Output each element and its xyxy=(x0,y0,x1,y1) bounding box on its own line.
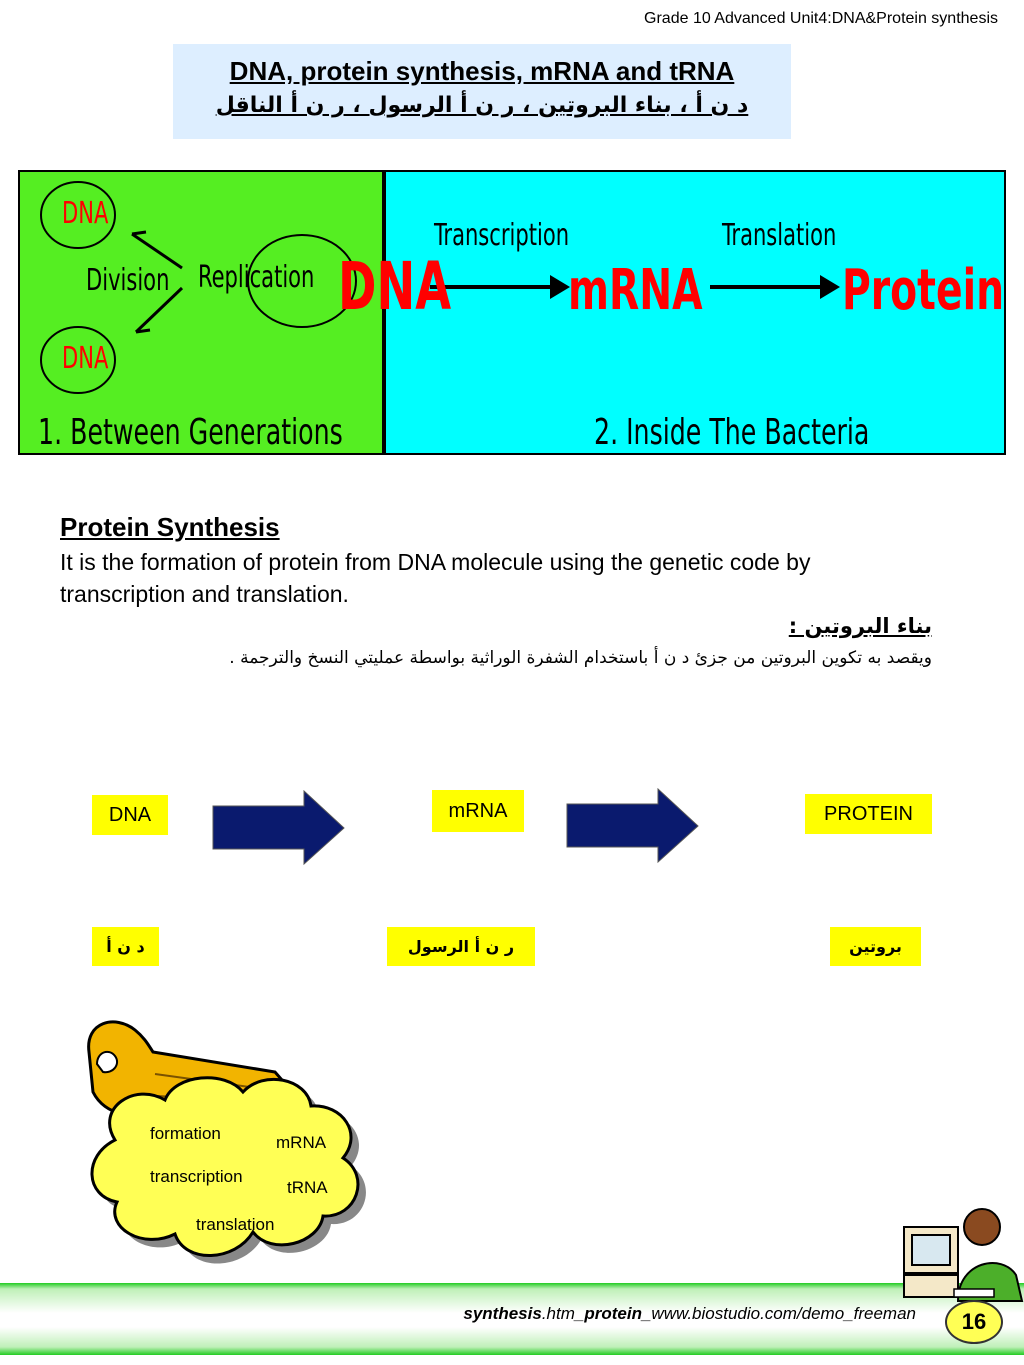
cloud-word: translation xyxy=(196,1215,275,1234)
footer-link[interactable] xyxy=(463,1304,916,1324)
division-label: Division xyxy=(86,263,170,298)
flow-dna-arabic: د ن أ xyxy=(92,927,159,966)
between-generations-panel xyxy=(20,172,386,453)
title-box xyxy=(173,44,791,139)
dna-label-top: DNA xyxy=(62,196,109,231)
section-heading: Protein Synthesis xyxy=(60,512,280,542)
flow-protein-label: PROTEIN xyxy=(805,794,932,834)
section-definition: It is the formation of protein from DNA molecule using the genetic code by transcription and translation. xyxy=(60,549,811,607)
protein-molecule-label: Protein xyxy=(842,258,1005,323)
translation-label: Translation xyxy=(722,218,837,253)
cloud-word: mRNA xyxy=(276,1133,327,1152)
flow-mrna-label: mRNA xyxy=(432,790,524,832)
flow-dna-label: DNA xyxy=(92,795,168,835)
page-title: DNA, protein synthesis, mRNA and tRNA xyxy=(229,56,735,86)
dna-molecule-label: DNA xyxy=(338,248,452,325)
page-title-arabic: د ن أ ، بناء البروتين ، ر ن أ الرسول ، ر ن أ الناقل xyxy=(215,93,749,118)
flow-arrow-2-icon xyxy=(566,788,700,864)
page-number: 16 xyxy=(945,1300,1003,1344)
student-computer-icon xyxy=(898,1205,1024,1305)
flow-arrow-1-icon xyxy=(212,790,346,866)
dna-label-bottom: DNA xyxy=(62,341,109,376)
transcription-label: Transcription xyxy=(434,218,570,253)
mrna-molecule-label: mRNA xyxy=(568,258,703,323)
inside-bacteria-caption: 2. Inside The Bacteria xyxy=(594,412,870,453)
section-heading-arabic: بناء البروتين : xyxy=(788,614,932,638)
cloud-word: tRNA xyxy=(287,1178,328,1197)
footer-link-part: .htm_ xyxy=(541,1304,585,1323)
cloud-word: transcription xyxy=(150,1167,243,1186)
flow-protein-arabic: بروتين xyxy=(830,927,921,966)
replication-label: Replication xyxy=(198,260,315,295)
section-definition-arabic: ويقصد به تكوين البروتين من جزئ د ن أ باستخدام الشفرة الوراثية بواسطة عمليتي النسخ والترجمة . xyxy=(229,648,932,668)
flow-mrna-arabic: ر ن أ الرسول xyxy=(387,927,535,966)
footer-link-part: protein xyxy=(584,1304,642,1323)
footer-link-part: _www.biostudio.com/demo_freeman xyxy=(641,1304,916,1323)
footer-link-part: synthesis xyxy=(463,1304,542,1323)
dna-diagram xyxy=(18,170,1006,455)
between-generations-caption: 1. Between Generations xyxy=(38,412,343,453)
header-note: Grade 10 Advanced Unit4:DNA&Protein synthesis xyxy=(644,10,998,27)
inside-bacteria-panel xyxy=(338,172,1005,453)
cloud-word: formation xyxy=(150,1124,221,1143)
